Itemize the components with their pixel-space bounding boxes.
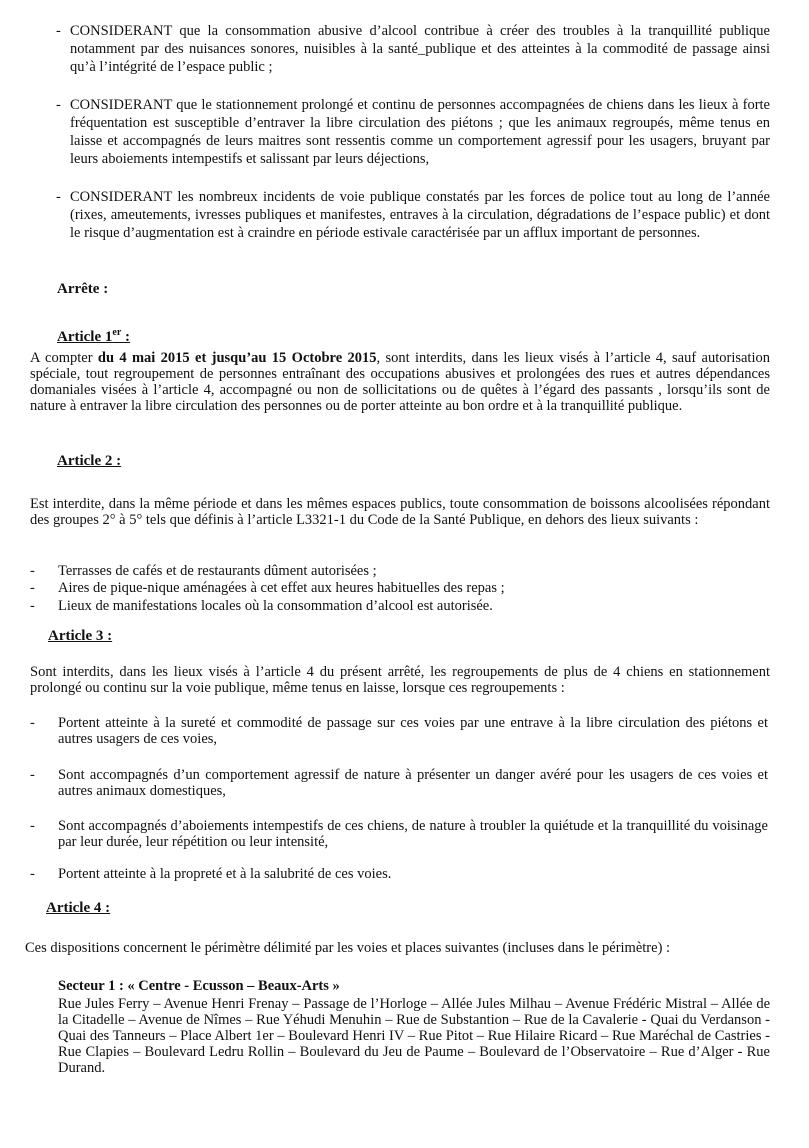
article-4-title: Article 4 : bbox=[46, 900, 111, 916]
list-dash: - bbox=[30, 866, 35, 882]
article-2-item-2 bbox=[30, 580, 768, 596]
article-1-title-suffix: : bbox=[121, 329, 131, 345]
article-3-item-1 bbox=[30, 715, 768, 747]
article-3-title: Article 3 : bbox=[48, 628, 113, 644]
list-dash: - bbox=[30, 563, 35, 579]
considerant-1 bbox=[56, 22, 770, 76]
considerant-text: CONSIDERANT les nombreux incidents de voie publique constatés par les forces de police tout au long de l’année (rixes, ameutements, ivresses publiques et manifestes, entraves à la circulation, dégradations de l’espace public) et dont le risque d’augmentation est à craindre en période estivale caractérisée par un afflux important de personnes. bbox=[70, 189, 770, 241]
considerant-2 bbox=[56, 96, 770, 168]
list-dash: - bbox=[56, 189, 61, 205]
list-dash: - bbox=[56, 23, 61, 39]
article-4-text: Ces dispositions concernent le périmètre délimité par les voies et places suivantes (incluses dans le périmètre) : bbox=[25, 940, 671, 956]
article-2-title: Article 2 : bbox=[57, 453, 122, 469]
list-item-text: Lieux de manifestations locales où la consommation d’alcool est autorisée. bbox=[58, 598, 493, 614]
list-item-text: Portent atteinte à la propreté et à la salubrité de ces voies. bbox=[58, 866, 392, 882]
article-1-text-before: A compter bbox=[30, 350, 98, 366]
considerant-text: CONSIDERANT que la consommation abusive d’alcool contribue à créer des troubles à la tranquillité publique notamment par des nuisances sonores, nuisibles à la santé_publique et des atteintes à la commodité de passage ainsi qu’à l’intégrité de l’espace public ; bbox=[70, 23, 770, 75]
list-dash: - bbox=[30, 715, 35, 731]
list-item-text: Aires de pique-nique aménagées à cet effet aux heures habituelles des repas ; bbox=[58, 580, 505, 596]
article-1-text bbox=[30, 350, 770, 414]
list-item-text: Sont accompagnés d’un comportement agressif de nature à présenter un danger avéré pour les usagers de ces voies et autres animaux domestiques, bbox=[58, 767, 768, 799]
list-dash: - bbox=[56, 97, 61, 113]
arrete-heading: Arrête : bbox=[57, 281, 109, 297]
article-3-item-2 bbox=[30, 767, 768, 799]
considerant-3 bbox=[56, 188, 770, 242]
list-dash: - bbox=[30, 767, 35, 783]
list-item-text: Portent atteinte à la sureté et commodité de passage sur ces voies par une entrave à la libre circulation des piétons et autres usagers de ces voies, bbox=[58, 715, 768, 747]
list-dash: - bbox=[30, 818, 35, 834]
article-1-title bbox=[57, 324, 130, 346]
article-2-item-3 bbox=[30, 598, 768, 614]
article-3-item-4 bbox=[30, 866, 768, 882]
sector-1-title: Secteur 1 : « Centre - Ecusson – Beaux-Arts » bbox=[58, 978, 340, 994]
article-1-title-main: Article 1 bbox=[57, 329, 113, 345]
article-2-item-1 bbox=[30, 563, 768, 579]
considerant-text: CONSIDERANT que le stationnement prolongé et continu de personnes accompagnées de chiens dans les lieux à forte fréquentation est susceptible d’entraver la libre circulation des piétons ; que les animaux regroupés, même tenus en laisse et accompagnés de leurs maitres sont ressentis comme un comportement agressif pour les usagers, bruyant par leurs aboiements intempestifs et salissant par leurs déjections, bbox=[70, 97, 770, 167]
list-dash: - bbox=[30, 580, 35, 596]
article-2-text: Est interdite, dans la même période et dans les mêmes espaces publics, toute consommation de boissons alcoolisées répondant des groupes 2° à 5° tels que définis à l’article L3321-1 du Code de la Santé Publique, en dehors des lieux suivants : bbox=[30, 496, 770, 528]
sector-1-streets: Rue Jules Ferry – Avenue Henri Frenay – Passage de l’Horloge – Allée Jules Milhau – Avenue Frédéric Mistral – Allée de la Citadelle – Avenue de Nîmes – Rue Yéhudi Menuhin – Rue de Substantion – Rue de la Cavalerie - Quai du Verdanson - Quai des Tanneurs – Place Albert 1er – Boulevard Henri IV – Rue Pitot – Rue Hilaire Ricard – Rue Maréchal de Castries - Rue Clapies – Boulevard Ledru Rollin – Boulevard du Jeu de Paume – Boulevard de l’Observatoire – Rue d’Alger - Rue Durand. bbox=[58, 996, 770, 1076]
article-1-text-after: , sont interdits, dans les lieux visés à l’article 4, sauf autorisation spéciale, tout regroupement de personnes entraînant des occupations abusives et prolongées des rues et autres dépendances domaniales visées à l’article 4, accompagné ou non de sollicitations ou de quêtes à l’égard des passants , lorsqu’ils sont de nature à entraver la libre circulation des personnes ou de porter atteinte au bon ordre et à la tranquillité publique. bbox=[30, 350, 770, 414]
list-item-text: Terrasses de cafés et de restaurants dûment autorisées ; bbox=[58, 563, 377, 579]
article-3-item-3 bbox=[30, 818, 768, 850]
article-1-dates: du 4 mai 2015 et jusqu’au 15 Octobre 2015 bbox=[97, 350, 377, 366]
article-1-title-sup: er bbox=[112, 327, 122, 338]
list-item-text: Sont accompagnés d’aboiements intempestifs de ces chiens, de nature à troubler la quiétude et la tranquillité du voisinage par leur durée, leur répétition ou leur intensité, bbox=[58, 818, 768, 850]
list-dash: - bbox=[30, 598, 35, 614]
article-3-text: Sont interdits, dans les lieux visés à l’article 4 du présent arrêté, les regroupements de plus de 4 chiens en stationnement prolongé ou continu sur la voie publique, même tenus en laisse, lorsque ces regroupements : bbox=[30, 664, 770, 696]
